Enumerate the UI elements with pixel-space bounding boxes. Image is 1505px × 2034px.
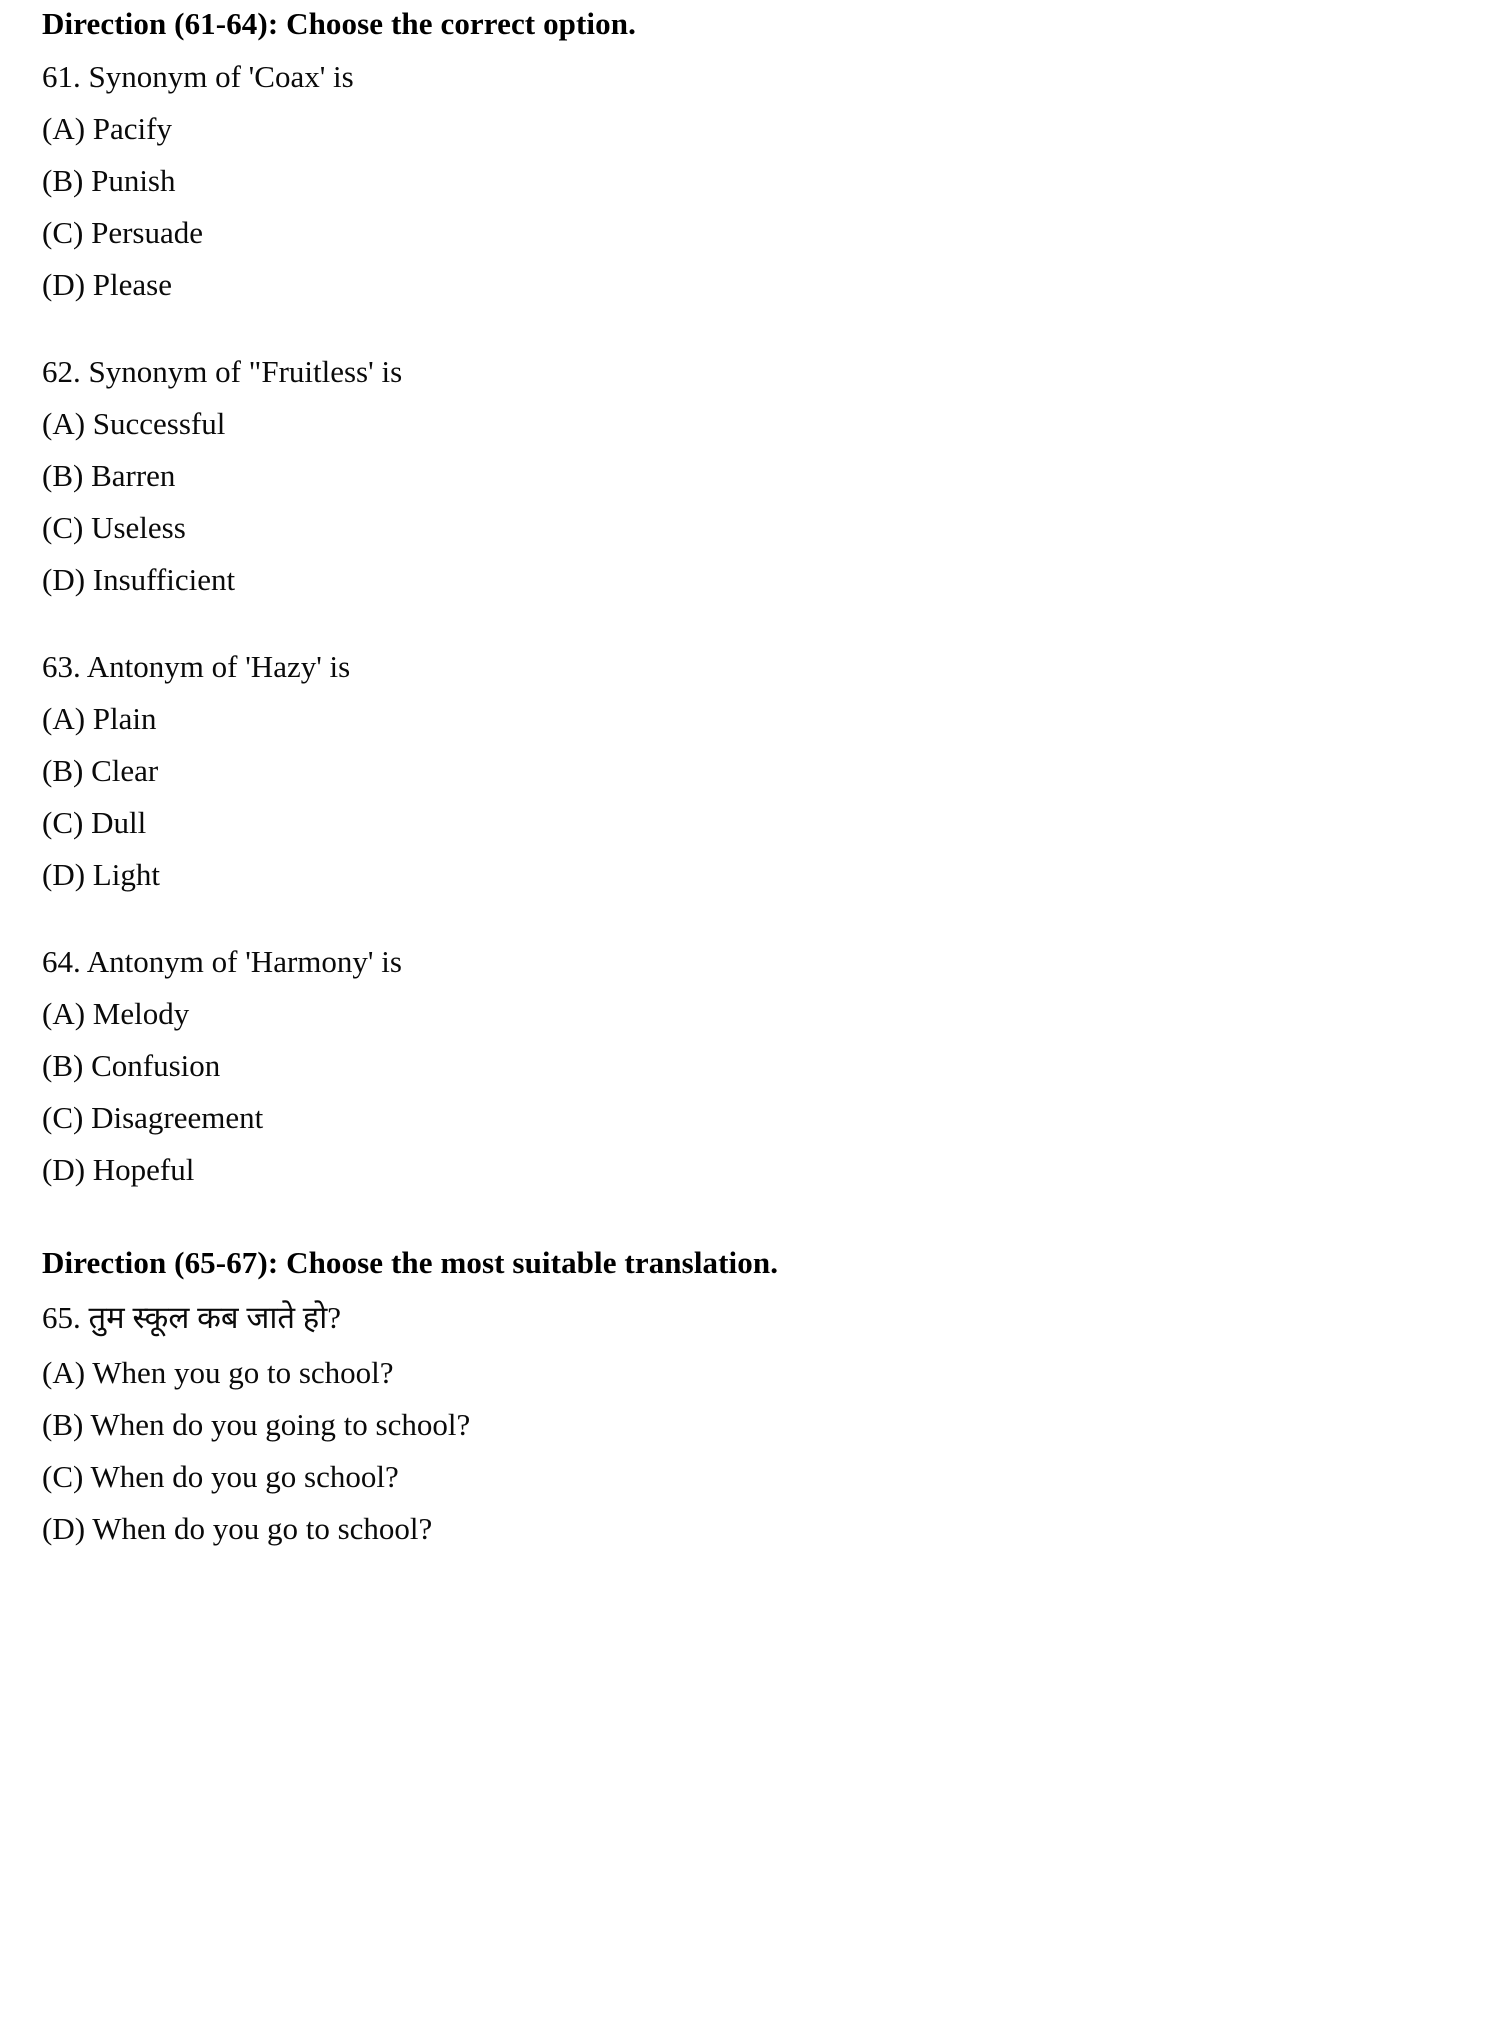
option-64-d[interactable]: (D) Hopeful [42, 1152, 195, 1187]
option-63-c[interactable]: (C) Dull [42, 805, 147, 840]
question-block-62 [42, 356, 1457, 595]
option-62-b[interactable]: (B) Barren [42, 458, 176, 493]
option-61-c[interactable]: (C) Persuade [42, 215, 203, 250]
option-64-b[interactable]: (B) Confusion [42, 1048, 221, 1083]
question-block-65 [42, 1300, 1457, 1544]
option-61-b[interactable]: (B) Punish [42, 163, 176, 198]
option-65-a[interactable]: (A) When you go to school? [42, 1354, 394, 1390]
option-65-c[interactable]: (C) When do you go school? [42, 1458, 399, 1494]
option-63-d[interactable]: (D) Light [42, 857, 160, 892]
option-63-a[interactable]: (A) Plain [42, 701, 157, 736]
direction-heading-65-67: Direction (65-67): Choose the most suitable translation. [42, 1245, 779, 1280]
question-block-64 [42, 946, 1457, 1185]
option-63-b[interactable]: (B) Clear [42, 753, 159, 788]
question-stem-63: 63. Antonym of 'Hazy' is [42, 649, 351, 684]
option-62-c[interactable]: (C) Useless [42, 510, 186, 545]
question-block-61 [42, 61, 1457, 300]
question-stem-64: 64. Antonym of 'Harmony' is [42, 944, 402, 979]
option-61-a[interactable]: (A) Pacify [42, 111, 172, 146]
question-block-63 [42, 651, 1457, 890]
question-stem-61: 61. Synonym of 'Coax' is [42, 59, 354, 94]
option-65-d[interactable]: (D) When do you go to school? [42, 1510, 433, 1546]
option-62-d[interactable]: (D) Insufficient [42, 562, 236, 597]
question-stem-62: 62. Synonym of "Fruitless' is [42, 354, 403, 389]
option-64-c[interactable]: (C) Disagreement [42, 1100, 264, 1135]
direction-heading-61-64: Direction (61-64): Choose the correct option. [42, 6, 636, 41]
option-65-b[interactable]: (B) When do you going to school? [42, 1406, 471, 1442]
option-64-a[interactable]: (A) Melody [42, 996, 190, 1031]
option-62-a[interactable]: (A) Successful [42, 406, 226, 441]
option-61-d[interactable]: (D) Please [42, 267, 172, 302]
question-stem-65: 65. तुम स्कूल कब जाते हो? [42, 1300, 342, 1335]
